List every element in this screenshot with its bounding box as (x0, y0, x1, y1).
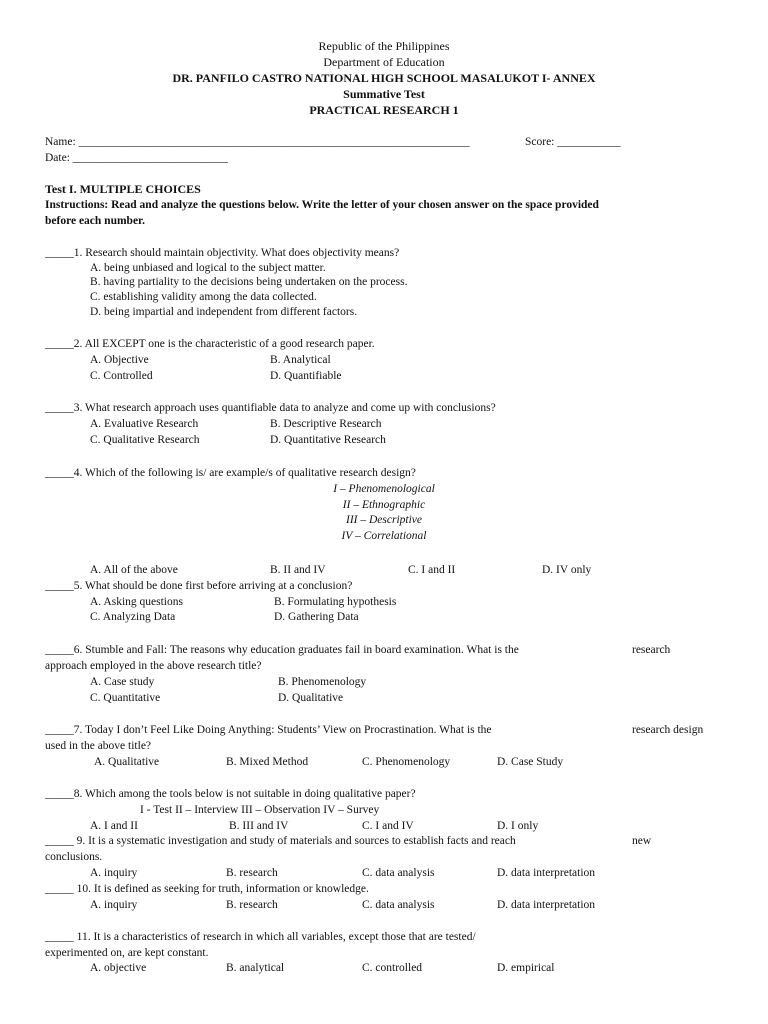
question-8-option-b: B. III and IV (229, 820, 289, 832)
question-6-stem-right: research (632, 644, 671, 656)
question-1-option-a: A. being unbiased and logical to the subject matter. (90, 262, 326, 274)
header-department: Department of Education (323, 55, 445, 69)
question-6-option-b: B. Phenomenology (278, 676, 367, 688)
question-1-option-c: C. establishing validity among the data collected. (90, 291, 317, 303)
question-8-option-d: D. I only (497, 820, 539, 832)
question-10-stem: _____ 10. It is defined as seeking for truth, information or knowledge. (45, 883, 369, 895)
question-10-option-d: D. data interpretation (497, 899, 596, 911)
date-field: Date: ___________________________ (45, 152, 229, 164)
question-9-stem: _____ 9. It is a systematic investigation and study of materials and sources to establish facts and reach (45, 835, 516, 847)
question-3-stem: _____3. What research approach uses quantifiable data to analyze and come up with conclusions? (45, 402, 496, 414)
question-4-item-1: I – Phenomenological (333, 483, 435, 495)
header-republic: Republic of the Philippines (318, 39, 450, 53)
question-8-tools: I - Test II – Interview III – Observation IV – Survey (140, 804, 380, 816)
question-2-option-d: D. Quantifiable (270, 370, 342, 382)
question-8-stem: _____8. Which among the tools below is not suitable in doing qualitative paper? (45, 788, 416, 800)
question-7-option-b: B. Mixed Method (226, 756, 309, 768)
question-6-option-a: A. Case study (90, 676, 155, 688)
question-2-option-b: B. Analytical (270, 354, 331, 366)
question-10-option-a: A. inquiry (90, 899, 138, 911)
question-7-option-c: C. Phenomenology (362, 756, 451, 768)
instructions-line2: before each number. (45, 215, 145, 227)
question-11-option-d: D. empirical (497, 962, 555, 974)
question-11-option-a: A. objective (90, 962, 147, 974)
question-4-item-3: III – Descriptive (346, 514, 422, 526)
question-1-option-b: B. having partiality to the decisions being undertaken on the process. (90, 276, 408, 288)
instructions-line1: Instructions: Read and analyze the questions below. Write the letter of your chosen answer on the space provided (45, 199, 599, 211)
question-9-stem-right: new (632, 835, 652, 847)
question-2-option-c: C. Controlled (90, 370, 153, 382)
test-title: Test I. MULTIPLE CHOICES (45, 182, 201, 196)
name-field: Name: ____________________________________________________________________ (45, 136, 470, 148)
question-7-option-d: D. Case Study (497, 756, 564, 768)
question-10-option-b: B. research (226, 899, 278, 911)
question-9-option-a: A. inquiry (90, 867, 138, 879)
question-4-stem: _____4. Which of the following is/ are example/s of qualitative research design? (45, 467, 416, 479)
question-4-item-4: IV – Correlational (341, 530, 427, 542)
question-9-stem-line2: conclusions. (45, 851, 103, 863)
question-11-stem: _____ 11. It is a characteristics of research in which all variables, except those that are tested/ (45, 931, 476, 943)
question-4-option-d: D. IV only (542, 564, 592, 576)
question-2-stem: _____2. All EXCEPT one is the characteristic of a good research paper. (45, 338, 375, 350)
question-9-option-c: C. data analysis (362, 867, 435, 879)
question-5-option-a: A. Asking questions (90, 596, 183, 608)
question-11-stem-line2: experimented on, are kept constant. (45, 947, 209, 959)
question-4-option-a: A. All of the above (90, 564, 178, 576)
question-8-option-a: A. I and II (90, 820, 138, 832)
question-6-stem: _____6. Stumble and Fall: The reasons why education graduates fail in board examination. What is the (45, 644, 519, 656)
question-7-stem-line2: used in the above title? (45, 740, 152, 752)
question-5-option-b: B. Formulating hypothesis (274, 596, 397, 608)
question-4-option-c: C. I and II (408, 564, 456, 576)
question-6-option-d: D. Qualitative (278, 692, 344, 704)
score-field: Score: ___________ (525, 136, 621, 148)
question-3-option-b: B. Descriptive Research (270, 418, 382, 430)
question-11-option-c: C. controlled (362, 962, 423, 974)
question-6-option-c: C. Quantitative (90, 692, 161, 704)
question-10-option-c: C. data analysis (362, 899, 435, 911)
question-2-option-a: A. Objective (90, 354, 149, 366)
question-9-option-b: B. research (226, 867, 278, 879)
question-9-option-d: D. data interpretation (497, 867, 596, 879)
question-4-option-b: B. II and IV (270, 564, 326, 576)
question-4-item-2: II – Ethnographic (342, 499, 426, 511)
question-7-stem-right: research design (632, 724, 704, 736)
question-3-option-d: D. Quantitative Research (270, 434, 386, 446)
question-1-option-d: D. being impartial and independent from different factors. (90, 306, 358, 318)
question-7-option-a: A. Qualitative (94, 756, 160, 768)
question-6-stem-line2: approach employed in the above research title? (45, 660, 262, 672)
question-5-stem: _____5. What should be done first before arriving at a conclusion? (45, 580, 353, 592)
question-1-stem: _____1. Research should maintain objectivity. What does objectivity means? (45, 247, 400, 259)
question-11-option-b: B. analytical (226, 962, 285, 974)
question-5-option-c: C. Analyzing Data (90, 611, 176, 623)
question-8-option-c: C. I and IV (362, 820, 414, 832)
question-3-option-a: A. Evaluative Research (90, 418, 199, 430)
question-3-option-c: C. Qualitative Research (90, 434, 200, 446)
header-subject: PRACTICAL RESEARCH 1 (309, 103, 459, 117)
header-school: DR. PANFILO CASTRO NATIONAL HIGH SCHOOL MASALUKOT I- ANNEX (172, 71, 596, 85)
header-test-type: Summative Test (343, 87, 425, 101)
question-7-stem: _____7. Today I don’t Feel Like Doing Anything: Students’ View on Procrastination. What is the (45, 724, 492, 736)
question-5-option-d: D. Gathering Data (274, 611, 359, 623)
